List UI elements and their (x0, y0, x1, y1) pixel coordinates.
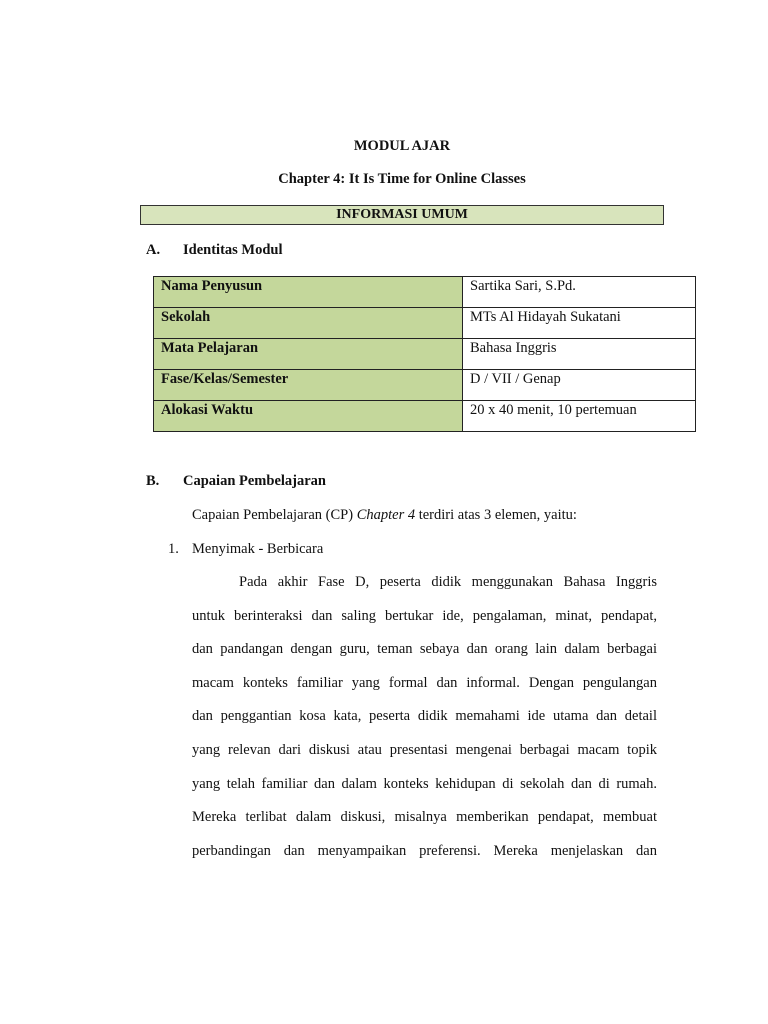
row-value: MTs Al Hidayah Sukatani (463, 308, 696, 339)
table-row (154, 308, 696, 339)
paragraph-line: untuk berinteraksi dan saling bertukar ide, pengalaman, minat, pendapat, (192, 607, 657, 624)
cp-intro (192, 507, 577, 524)
row-label: Mata Pelajaran (154, 339, 463, 370)
info-umum-bar: INFORMASI UMUM (140, 205, 664, 225)
cp-intro-after: terdiri atas 3 elemen, yaitu: (415, 507, 577, 523)
row-label: Fase/Kelas/Semester (154, 370, 463, 401)
paragraph-line: dan pandangan dengan guru, teman sebaya dan orang lain dalam berbagai (192, 641, 657, 658)
section-b-heading: Capaian Pembelajaran (183, 473, 326, 489)
table-row (154, 277, 696, 308)
row-label: Nama Penyusun (154, 277, 463, 308)
row-label: Alokasi Waktu (154, 401, 463, 432)
row-value: 20 x 40 menit, 10 pertemuan (463, 401, 696, 432)
table-row (154, 401, 696, 432)
cp-intro-before: Capaian Pembelajaran (CP) (192, 507, 357, 523)
row-label: Sekolah (154, 308, 463, 339)
document-subtitle: Chapter 4: It Is Time for Online Classes (278, 171, 526, 187)
section-a-letter: A. (146, 242, 161, 258)
item-number: 1. (168, 541, 179, 557)
document-title: MODUL AJAR (353, 138, 451, 154)
cp-paragraph (192, 566, 657, 868)
paragraph-line: Pada akhir Fase D, peserta didik menggunakan Bahasa Inggris (239, 574, 657, 590)
paragraph-line: Mereka terlibat dalam diskusi, misalnya memberikan pendapat, membuat (192, 809, 657, 826)
section-b-letter: B. (146, 473, 160, 489)
row-value: D / VII / Genap (463, 370, 696, 401)
paragraph-line: perbandingan dan menyampaikan preferensi. Mereka menjelaskan dan (192, 842, 657, 859)
paragraph-line: macam konteks familiar yang formal dan informal. Dengan pengulangan (192, 674, 657, 691)
paragraph-line: yang telah familiar dan dalam konteks kehidupan di sekolah dan di rumah. (192, 775, 657, 792)
cp-intro-italic: Chapter 4 (356, 507, 416, 523)
paragraph-line: dan penggantian kosa kata, peserta didik memahami ide utama dan detail (192, 708, 657, 725)
paragraph-line: yang relevan dari diskusi atau presentasi mengenai berbagai macam topik (192, 741, 657, 758)
identitas-modul-table (153, 276, 696, 432)
row-value: Sartika Sari, S.Pd. (463, 277, 696, 308)
row-value: Bahasa Inggris (463, 339, 696, 370)
table-row (154, 339, 696, 370)
section-a-heading: Identitas Modul (183, 242, 283, 258)
item-title: Menyimak - Berbicara (192, 541, 324, 557)
table-row (154, 370, 696, 401)
